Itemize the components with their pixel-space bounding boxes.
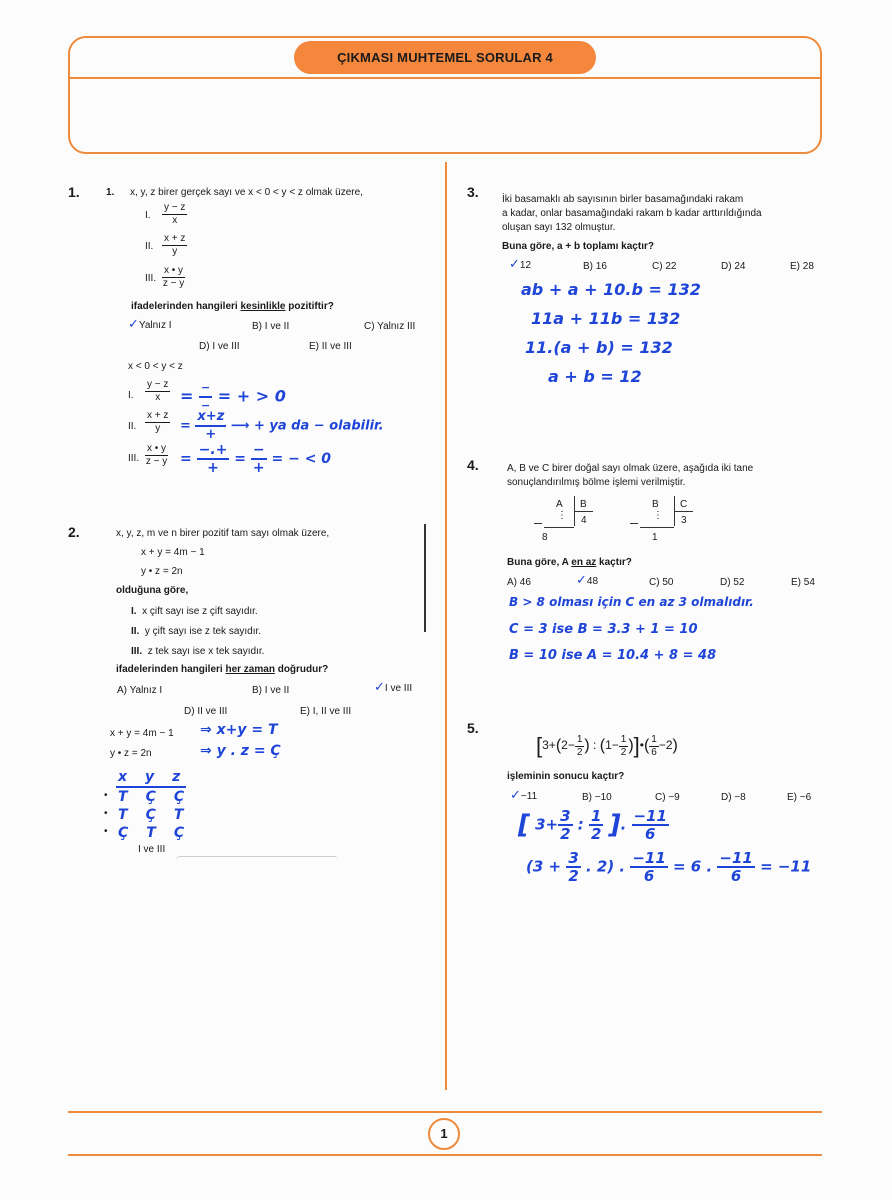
question-4-stem-2: sonuçlandırılmış bölme işlemi verilmiştir. [507, 477, 686, 488]
q3-option-a[interactable]: ✓12 [509, 257, 532, 272]
footer-line-top [68, 1111, 822, 1113]
q4-sol-line-1: B > 8 olması için C en az 3 olmalıdır. [509, 595, 754, 609]
q4-option-b[interactable]: ✓48 [576, 573, 599, 588]
q2-answer-note: I ve III [138, 844, 166, 855]
column-divider [445, 162, 447, 1090]
q1-item-3-fraction: $\frac{x • y}{z - y}$ [162, 265, 185, 289]
div1-minus [534, 523, 542, 524]
div1-underline [544, 527, 574, 528]
question-4-prompt: Buna göre, A en az kaçtır? [507, 557, 632, 568]
div1-divisor-line [575, 511, 593, 512]
q3-sol-line-3: 11.(a + b) = 132 [525, 338, 673, 357]
q1-sol-1-roman: I. [128, 390, 134, 401]
q1-option-e[interactable]: E) II ve III [309, 341, 352, 352]
division-2 [630, 496, 700, 544]
q2-table-bullet-1: • [104, 790, 108, 801]
q4-sol-line-3: B = 10 ise A = 10.4 + 8 = 48 [509, 648, 717, 663]
question-1-number: 1. [68, 184, 80, 200]
q2-equation-2: y • z = 2n [141, 566, 183, 577]
scroll-indicator [424, 524, 426, 632]
div2-remainder: 1 [652, 532, 658, 543]
div1-quotient: 4 [581, 515, 587, 526]
q1-item-3-roman: III. [145, 273, 157, 284]
div1-dots: ⋮ [557, 510, 567, 521]
div2-dividend: B [652, 499, 659, 510]
q5-option-b[interactable]: B) −10 [582, 792, 612, 803]
q2-sol-eq1-handwriting: ⇒ x+y = T [200, 722, 278, 738]
question-3-prompt: Buna göre, a + b toplamı kaçtır? [502, 241, 654, 252]
q1-option-a[interactable]: ✓Yalnız I [128, 317, 172, 332]
div2-divisor-line [675, 511, 693, 512]
q4-sol-line-2: C = 3 ise B = 3.3 + 1 = 10 [509, 622, 698, 637]
q3-option-c[interactable]: C) 22 [652, 261, 677, 272]
page-title: ÇIKMASI MUHTEMEL SORULAR 4 [294, 41, 596, 74]
q3-sol-line-4: a + b = 12 [548, 367, 642, 386]
div2-underline [640, 527, 674, 528]
q4-option-e[interactable]: E) 54 [791, 577, 815, 588]
q2-table-bullet-3: • [104, 826, 108, 837]
q3-option-e[interactable]: E) 28 [790, 261, 814, 272]
q5-expression: [3+(2− $\frac{1}{2}$ ) : (1− $\frac{1}{2}$ )]•( $\frac{1}{6}$ −2) [536, 733, 678, 758]
q1-sol-3-roman: III. [128, 453, 140, 464]
q1-sol-1-handwriting: = − − = + > 0 [180, 381, 286, 412]
question-2-number: 2. [68, 524, 80, 540]
div2-minus [630, 523, 638, 524]
q3-sol-line-2: 11a + 11b = 132 [531, 309, 681, 328]
question-4-number: 4. [467, 457, 479, 473]
div2-quotient: 3 [681, 515, 687, 526]
footer-line-bottom [68, 1154, 822, 1156]
div2-dots: ⋮ [653, 510, 663, 521]
q2-table-bullet-2: • [104, 808, 108, 819]
q2-statement-2: II. y çift sayı ise z tek sayıdır. [131, 626, 262, 637]
div2-divisor: C [680, 499, 688, 510]
question-3-stem-3: oluşan sayı 132 olmuştur. [502, 222, 616, 233]
q1-item-1-fraction: $\frac{y - z}{x}$ [164, 202, 186, 226]
question-2-stem: x, y, z, m ve n birer pozitif tam sayı olmak üzere, [116, 528, 330, 539]
q1-option-d[interactable]: D) I ve III [199, 341, 240, 352]
q5-option-e[interactable]: E) −6 [787, 792, 812, 803]
q3-option-d[interactable]: D) 24 [721, 261, 746, 272]
question-1-inner-number: 1. [106, 187, 115, 198]
q3-option-b[interactable]: B) 16 [583, 261, 607, 272]
question-3-stem-1: İki basamaklı ab sayısının birler basamağındaki rakam [502, 194, 744, 205]
q2-statement-3: III. z tek sayı ise x tek sayıdır. [131, 646, 265, 657]
q2-equation-1: x + y = 4m − 1 [141, 547, 205, 558]
page-number: 1 [428, 1118, 460, 1150]
q2-option-a[interactable]: A) Yalnız I [117, 685, 163, 696]
q1-sol-2-roman: II. [128, 421, 137, 432]
q1-sol-3-fraction: $\frac{x • y}{z - y}$ [145, 443, 168, 467]
div1-remainder: 8 [542, 532, 548, 543]
question-5-number: 5. [467, 720, 479, 736]
q5-sol-line-2: (3 + $\frac{3}{2}$ . 2) . $\frac{-11}{6}$ = 6 . $\frac{-11}{6}$ = −11 [526, 849, 812, 885]
q1-item-2-roman: II. [145, 241, 154, 252]
q4-option-d[interactable]: D) 52 [720, 577, 745, 588]
q5-option-a[interactable]: ✓−11 [510, 788, 538, 803]
q1-item-1-roman: I. [145, 210, 151, 221]
q1-option-c[interactable]: C) Yalnız III [364, 321, 416, 332]
question-3-stem-2: a kadar, onlar basamağındaki rakam b kadar arttırıldığında [502, 208, 762, 219]
q2-sol-eq2: y • z = 2n [110, 748, 152, 759]
q1-item-2-fraction: $\frac{x + z}{y}$ [164, 233, 186, 257]
q2-parity-table: x y z T Ç Ç T Ç T Ç T Ç [118, 769, 185, 841]
q1-option-b[interactable]: B) I ve II [252, 321, 290, 332]
q2-sol-eq2-handwriting: ⇒ y . z = Ç [200, 743, 281, 759]
q5-sol-line-1: [ 3+ $\frac{3}{2}$ : $\frac{1}{2}$ ]. $\frac{-11}{6}$ [518, 807, 667, 843]
question-1-stem: x, y, z birer gerçek sayı ve x < 0 < y < z olmak üzere, [130, 187, 363, 198]
question-1-prompt: ifadelerinden hangileri kesinlikle pozitiftir? [131, 301, 334, 312]
q2-option-d[interactable]: D) II ve III [184, 706, 228, 717]
header-divider [68, 77, 822, 79]
q4-option-c[interactable]: C) 50 [649, 577, 674, 588]
decorative-line [176, 856, 338, 861]
question-4-stem-1: A, B ve C birer doğal sayı olmak üzere, aşağıda iki tane [507, 463, 754, 474]
q3-sol-line-1: ab + a + 10.b = 132 [521, 280, 701, 299]
div1-divisor: B [580, 499, 587, 510]
q1-sol-2-fraction: $\frac{x + z}{y}$ [147, 410, 169, 434]
q2-option-b[interactable]: B) I ve II [252, 685, 290, 696]
q1-solution-condition: x < 0 < y < z [128, 361, 183, 372]
div1-dividend: A [556, 499, 563, 510]
question-3-number: 3. [467, 184, 479, 200]
q5-option-c[interactable]: C) −9 [655, 792, 680, 803]
division-1 [534, 496, 604, 544]
q2-sol-eq1: x + y = 4m − 1 [110, 728, 174, 739]
q4-option-a[interactable]: A) 46 [507, 577, 531, 588]
q2-option-e[interactable]: E) I, II ve III [300, 706, 352, 717]
q2-statement-1: I. x çift sayı ise z çift sayıdır. [131, 606, 258, 617]
q5-option-d[interactable]: D) −8 [721, 792, 746, 803]
q1-sol-3-handwriting: = −.+ + = − + = − < 0 [180, 442, 332, 476]
q1-sol-2-handwriting: = x+z + ⟶ + ya da − olabilir. [180, 409, 384, 442]
question-5-prompt: işleminin sonucu kaçtır? [507, 771, 625, 782]
question-2-prompt: ifadelerinden hangileri her zaman doğrudur? [116, 664, 329, 675]
q2-given: olduğuna göre, [116, 585, 189, 596]
q2-option-c[interactable]: ✓I ve III [374, 680, 413, 695]
q1-sol-1-fraction: $\frac{y - z}{x}$ [147, 379, 169, 403]
